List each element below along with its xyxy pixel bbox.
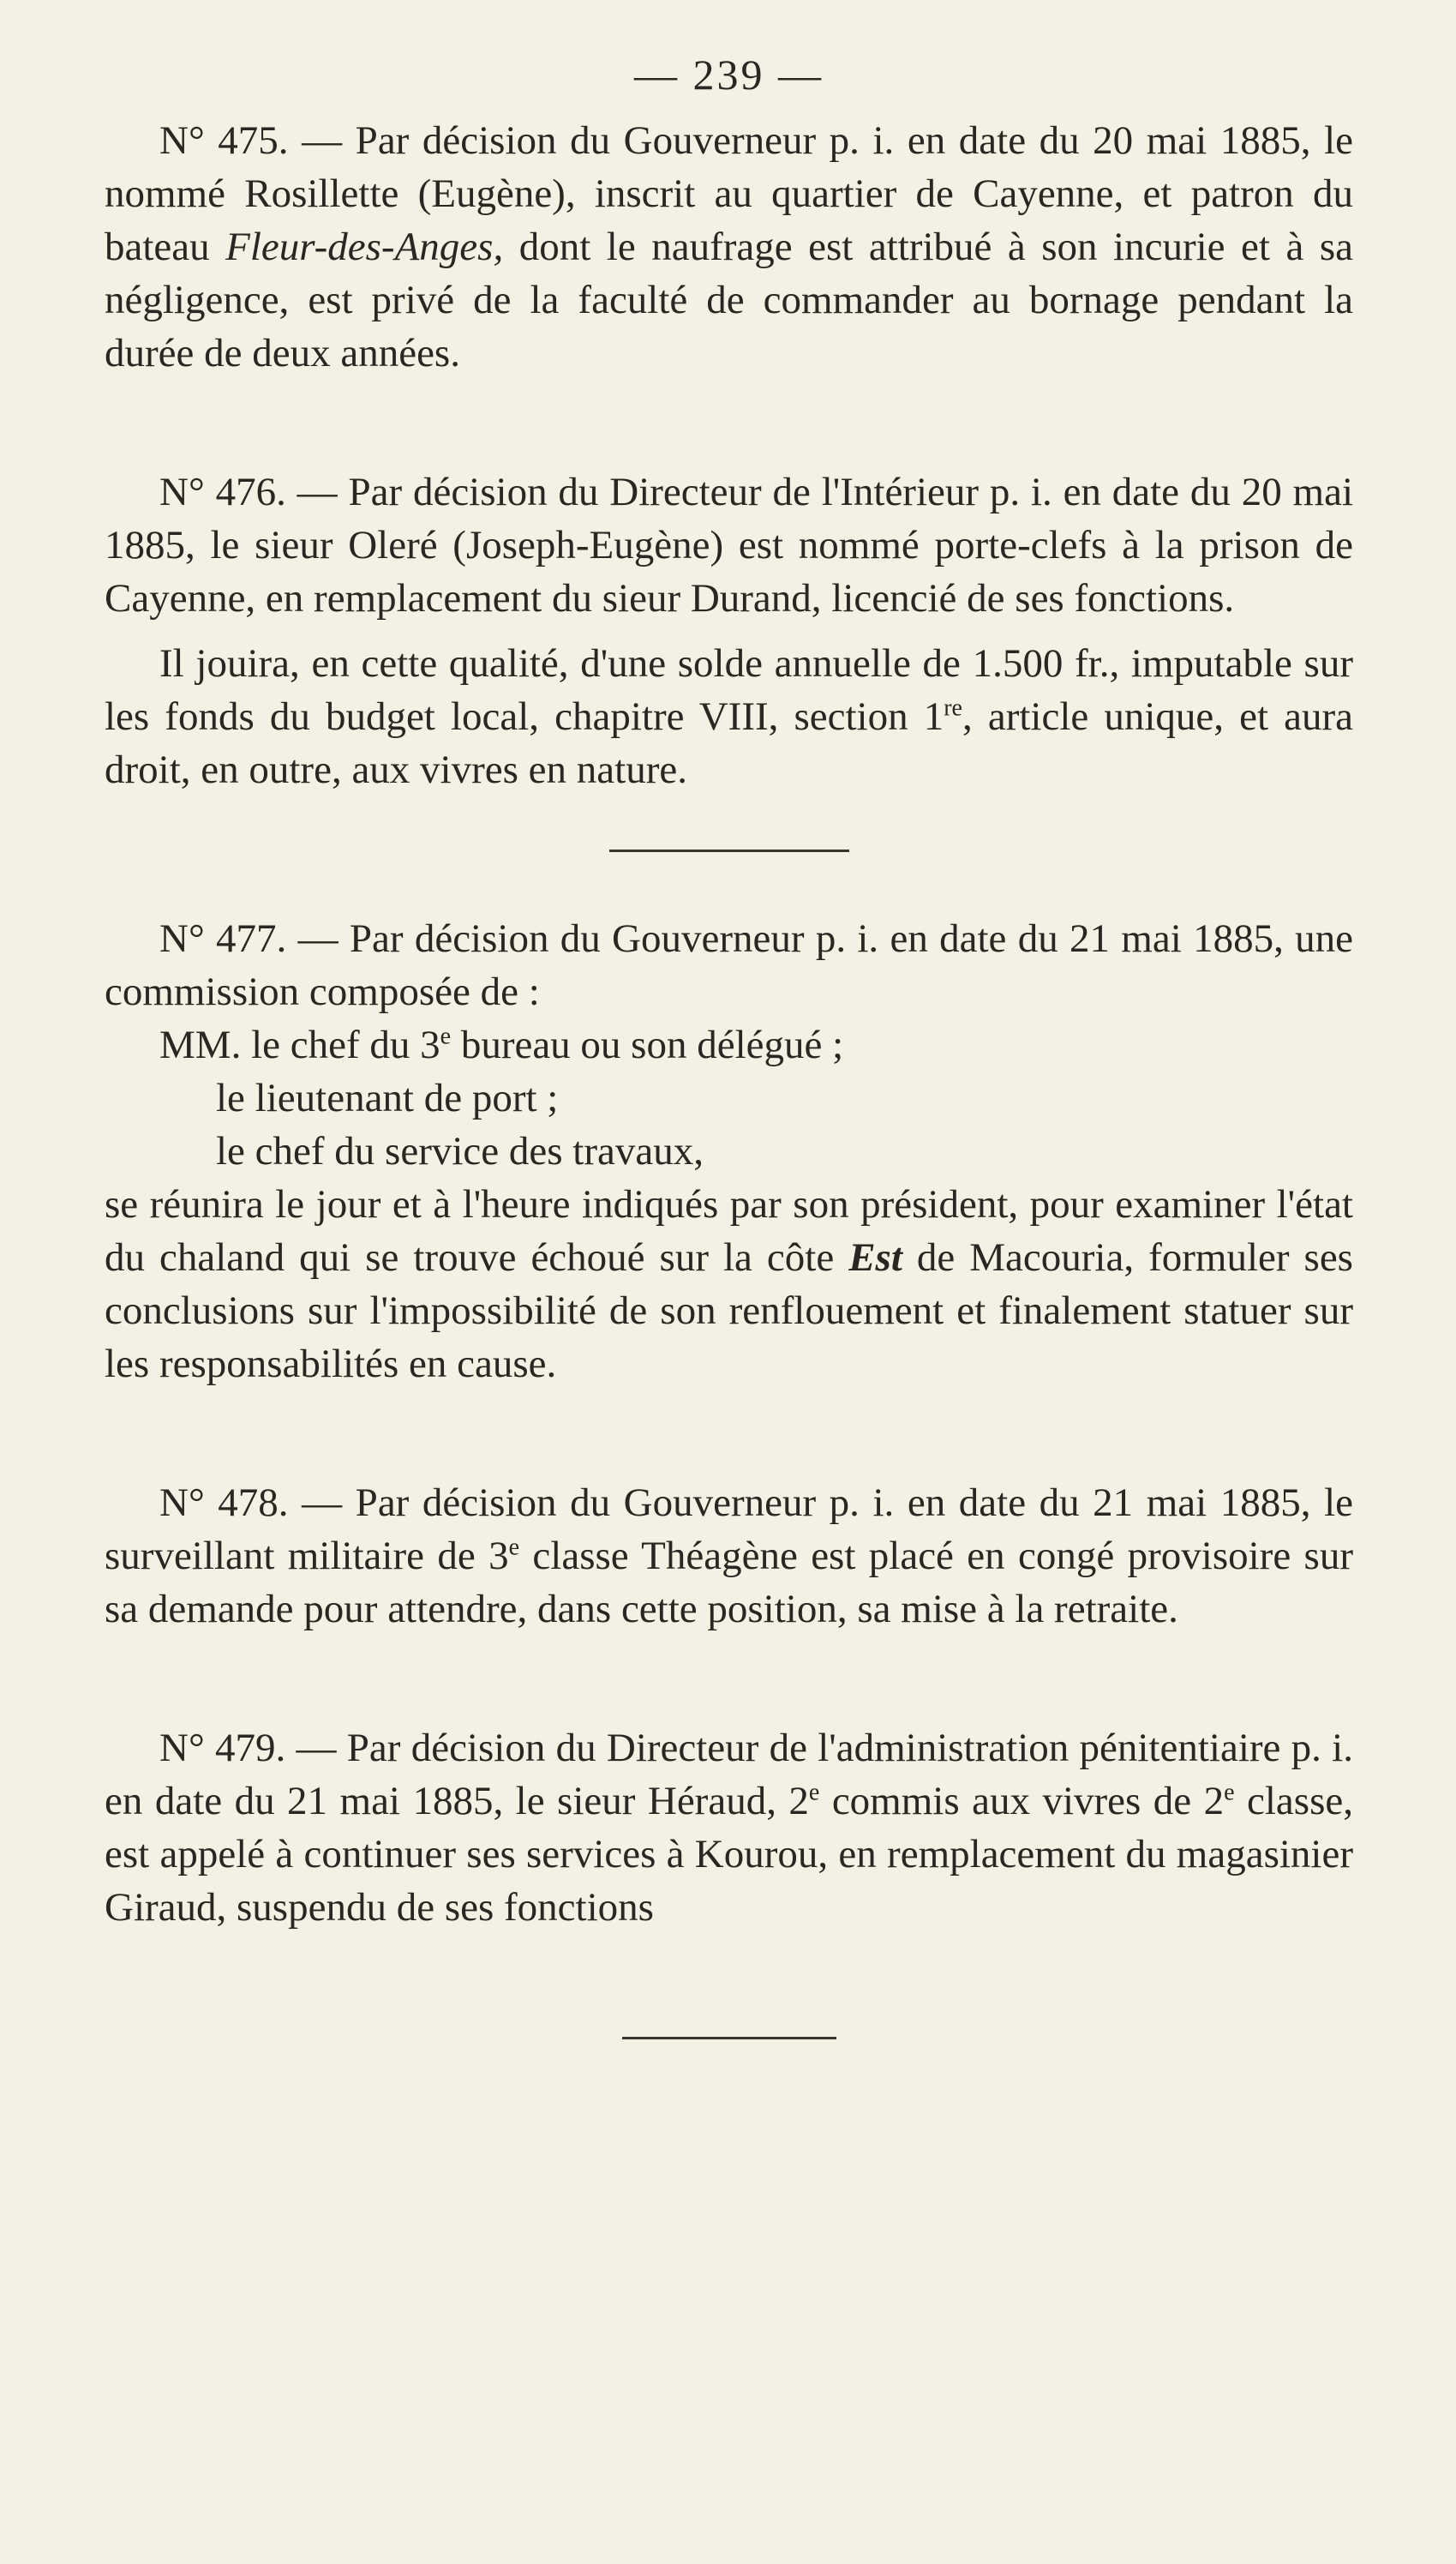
entry-476 [105,465,1353,796]
entry-477-closing: se réunira le jour et à l'heure indiqués par son président, pour examiner l'état du chaland qui se trouve échoué sur la côte Est de Macouria, formuler ses conclusions sur l'impossibilité de son renflouement et finalement statuer sur les responsabilités en cause. [105,1182,1353,1386]
entry-text: dont le naufrage est attribué à son incurie et à sa négligence, est privé de la faculté de commander au bornage pendant la durée de deux années. [105,225,1353,375]
entry-476-paragraph [105,465,1353,625]
ship-name: Fleur-des-Anges, [225,225,504,269]
entry-number: N° 476. [159,470,286,514]
entry-475 [105,114,1353,380]
page-number: — 239 — [634,51,824,99]
entry-479 [105,1721,1353,1934]
entry-475-paragraph [105,114,1353,380]
entry-text: — Par décision du Gouverneur p. i. en date du 21 mai 1885, une commission composée de : [105,916,1353,1014]
entry-477-paragraph [105,912,1353,1018]
entry-number: N° 477. [159,916,287,961]
entry-number: N° 478. [159,1480,289,1525]
entry-479-paragraph: N° 479. — Par décision du Directeur de l'administration pénitentiaire p. i. en date du 21 mai 1885, le sieur Héraud, 2e commis aux vivres de 2e classe, est appelé à continuer ses services à Kourou, en remplacement du magasinier Giraud, suspendu de ses fonctions [105,1726,1353,1930]
entry-text: — Par décision du Gouverneur p. i. en date du 20 mai 1885, le nommé Rosillette (Eugène), inscrit au quartier de Cayenne, et patron du bateau [105,118,1353,269]
section-divider [609,850,849,852]
entry-478-paragraph: N° 478. — Par décision du Gouverneur p. i. en date du 21 mai 1885, le surveillant militaire de 3e classe Théagène est placé en congé provisoire sur sa demande pour attendre, dans cette position, sa mise à la retraite. [105,1480,1353,1631]
commission-member-2: le lieutenant de port ; [216,1076,559,1120]
entry-number: N° 475. [159,118,289,163]
entry-text: — Par décision du Directeur de l'Intérieur p. i. en date du 20 mai 1885, le sieur Oleré (Joseph-Eugène) est nommé porte-clefs à la prison de Cayenne, en remplacement du sieur Durand, licencié de ses fonctions. [105,470,1353,621]
entry-number: N° 479. [159,1726,286,1770]
commission-member-1: MM. le chef du 3e bureau ou son délégué ; [159,1023,844,1067]
commission-member-3: le chef du service des travaux, [216,1129,704,1174]
entry-478 [105,1476,1353,1636]
entry-476-paragraph-2: Il jouira, en cette qualité, d'une solde annuelle de 1.500 fr., imputable sur les fonds du budget local, chapitre VIII, section 1re, article unique, et aura droit, en outre, aux vivres en nature. [105,641,1353,792]
entry-477 [105,912,1353,1390]
closing-divider [622,2037,836,2039]
